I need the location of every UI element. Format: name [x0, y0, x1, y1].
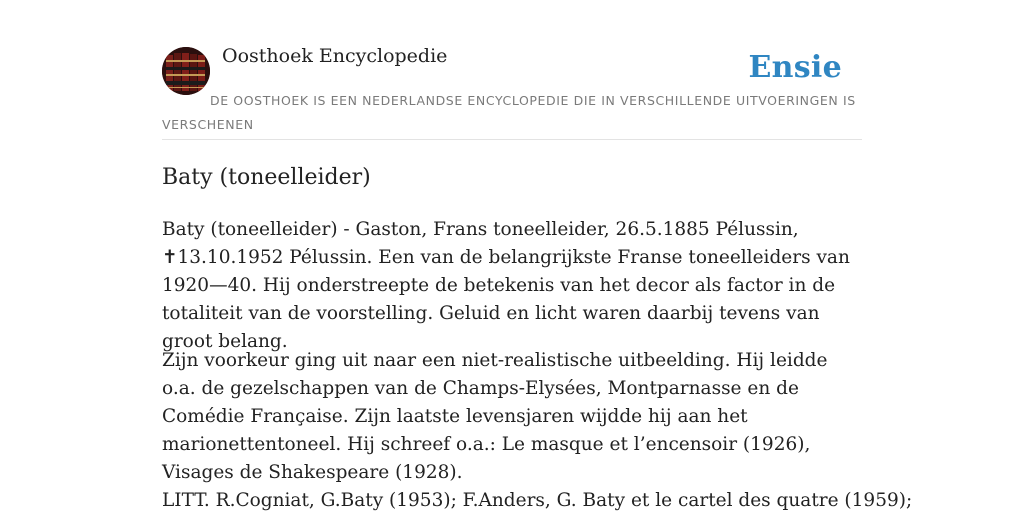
site-header: [162, 0, 862, 140]
site-name[interactable]: Oosthoek Encyclopedie: [222, 45, 448, 67]
site-tagline: DE OOSTHOEK IS EEN NEDERLANDSE ENCYCLOPEDIE DIE IN VERSCHILLENDE UITVOERINGEN IS VERSCHENEN: [162, 93, 856, 132]
article-literature: LITT. R.Cogniat, G.Baty (1953); F.Anders, G. Baty et le cartel des quatre (1959);: [162, 490, 913, 511]
encyclopedia-books-icon[interactable]: [162, 47, 210, 95]
article-paragraph-1: Baty (toneelleider) - Gaston, Frans toneelleider, 26.5.1885 Pélussin, ✝13.10.1952 Pélussin. Een van de belangrijkste Franse toneelleiders van 1920—40. Hij onderstreepte de betekenis van het decor als factor in de totaliteit van de voorstelling. Geluid en licht waren daarbij tevens van groot belang.: [162, 219, 850, 352]
page-title: Baty (toneelleider): [162, 165, 371, 190]
page: [162, 0, 913, 511]
brand-logo[interactable]: Ensie: [748, 50, 842, 85]
article-paragraph-2: Zijn voorkeur ging uit naar een niet-realistische uitbeelding. Hij leidde o.a. de gezelschappen van de Champs-Elysées, Montparnasse en de Comédie Française. Zijn laatste levensjaren wijdde hij aan het marionettentoneel. Hij schreef o.a.: Le masque et l’encensoir (1926), Visages de Shakespeare (1928).: [162, 350, 828, 483]
